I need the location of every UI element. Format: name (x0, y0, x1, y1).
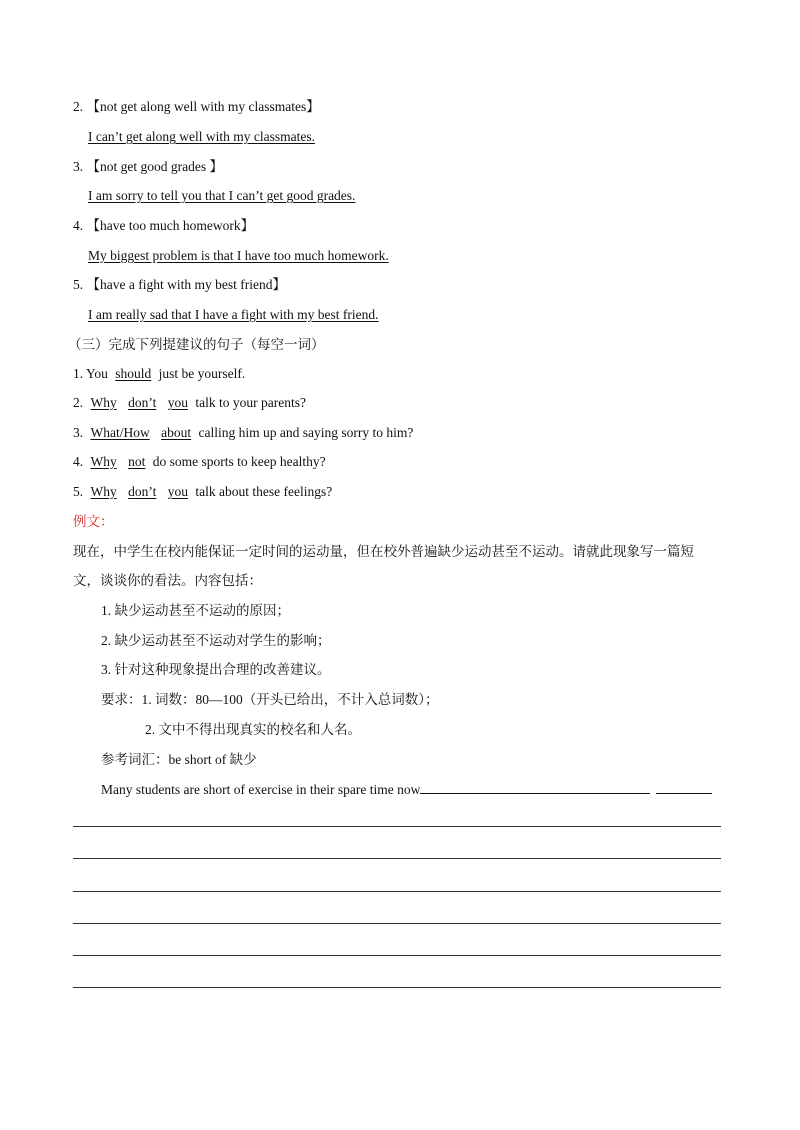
s3-item-4: 4. Why not do some sports to keep healthy? (73, 454, 326, 469)
vocab-reference: 参考词汇：be short of 缺少 (101, 752, 257, 767)
task-line-2: 文，谈谈你的看法。内容包括： (73, 573, 262, 588)
writing-blank[interactable] (656, 781, 712, 794)
answer-blank: Why (90, 484, 117, 499)
item-4-prompt: 4. 【have too much homework】 (73, 218, 255, 233)
answer-blank: Why (90, 454, 117, 469)
content-point-3: 3. 针对这种现象提出合理的改善建议。 (101, 662, 331, 677)
answer-blank: you (167, 395, 189, 410)
opening-sentence-line: Many students are short of exercise in their spare time now (101, 781, 712, 799)
s3-item-2: 2. Why don’t you talk to your parents? (73, 395, 306, 410)
item-4-answer: My biggest problem is that I have too much homework. (88, 248, 389, 263)
s3-item-1: 1. You should just be yourself. (73, 366, 246, 381)
item-2-prompt: 2. 【not get along well with my classmates】 (73, 99, 320, 114)
content-point-1: 1. 缺少运动甚至不运动的原因； (101, 603, 290, 618)
answer-blank: What/How (90, 425, 150, 440)
requirement-1: 要求：1. 词数：80—100（开头已给出，不计入总词数）； (101, 692, 439, 707)
writing-line[interactable] (73, 826, 721, 827)
requirement-2: 2. 文中不得出现真实的校名和人名。 (145, 722, 361, 737)
item-2-answer: I can’t get along well with my classmates. (88, 129, 315, 144)
writing-line[interactable] (73, 858, 721, 859)
item-5-prompt: 5. 【have a fight with my best friend】 (73, 277, 286, 292)
writing-blank[interactable] (420, 781, 650, 794)
writing-line[interactable] (73, 955, 721, 956)
task-line-1: 现在，中学生在校内能保证一定时间的运动量，但在校外普遍缺少运动甚至不运动。请就此现象写一篇短 (73, 544, 694, 559)
answer-blank: don’t (128, 395, 157, 410)
s3-item-3: 3. What/How about calling him up and saying sorry to him? (73, 425, 414, 440)
answer-blank: should (115, 366, 152, 381)
answer-blank: don’t (128, 484, 157, 499)
example-label: 例文： (73, 514, 114, 529)
answer-blank: not (128, 454, 146, 469)
section3-heading: （三）完成下列提建议的句子（每空一词） (68, 337, 325, 352)
writing-line[interactable] (73, 987, 721, 988)
answer-blank: about (161, 425, 192, 440)
item-5-answer: I am really sad that I have a fight with my best friend. (88, 307, 379, 322)
writing-line[interactable] (73, 891, 721, 892)
item-3-answer: I am sorry to tell you that I can’t get good grades. (88, 188, 356, 203)
content-point-2: 2. 缺少运动甚至不运动对学生的影响； (101, 633, 331, 648)
s3-item-5: 5. Why don’t you talk about these feelings? (73, 484, 333, 499)
writing-line[interactable] (73, 923, 721, 924)
answer-blank: Why (90, 395, 117, 410)
item-3-prompt: 3. 【not get good grades 】 (73, 159, 223, 174)
answer-blank: you (167, 484, 189, 499)
